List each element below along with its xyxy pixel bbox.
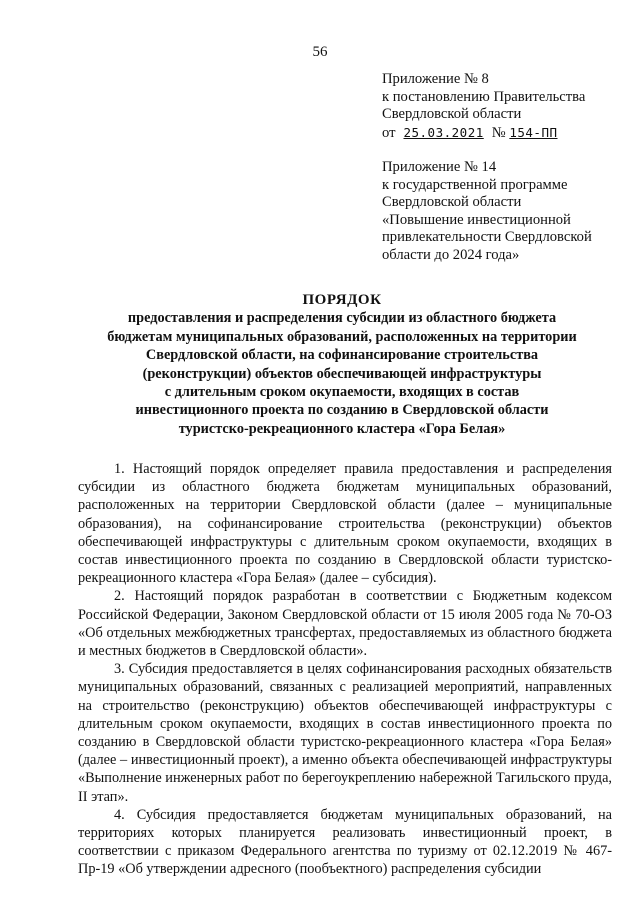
title-line: бюджетам муниципальных образований, расположенных на территории [107,328,577,345]
date-prefix: от [382,124,396,141]
paragraph-4: 4. Субсидия предоставляется бюджетам муниципальных образований, на территориях которых планируется реализовать инвестиционный проект, в соответствии с приказом Федерального агентства по туризму от 02.12.2019 № 467-Пр-19 «Об утверждении адресного (пообъектного) распределения субсидии [78,806,612,878]
annex-line: к постановлению Правительства [382,88,586,105]
resolution-number: 154-ПП [509,124,558,140]
document-title [78,291,606,438]
annex-line: области до 2024 года» [382,246,520,263]
annex-line: Свердловской области [382,194,522,210]
annex-8-header [382,71,618,142]
annex-line: к государственной программе [382,176,568,193]
title-line: предоставления и распределения субсидии из областного бюджета [127,310,557,327]
title-line: (реконструкции) объектов обеспечивающей инфраструктуры [142,365,542,382]
paragraph-1: 1. Настоящий порядок определяет правила предоставления и распределения субсидии из областного бюджета бюджетам муниципальных образований, расположенных на территории Свердловской области (далее – муниципальные образования), на софинансирование строительства (реконструкции) объектов обеспечивающей инфраструктуры с длительным сроком окупаемости, входящих в состав инвестиционного проекта по созданию в Свердловской области туристско-рекреационного кластера «Гора Белая» (далее – субсидия). [78,461,612,587]
title-line: туристско-рекреационного кластера «Гора Белая» [178,420,506,437]
number-prefix: № [491,124,506,141]
annex-line: Приложение № 8 [382,71,489,87]
annex-date-line [382,124,618,143]
paragraph-2: 2. Настоящий порядок разработан в соответствии с Бюджетным кодексом Российской Федерации, Законом Свердловской области от 15 июля 2005 года № 70-ОЗ «Об отдельных межбюджетных трансфертах, предоставляемых из областного бюджета и местных бюджетов в Свердловской области». [78,588,612,660]
resolution-date: 25.03.2021 [403,124,484,140]
annex-line: «Повышение инвестиционной [382,211,571,228]
annex-line: привлекательности Свердловской [382,229,592,245]
title-line: Свердловской области, на софинансирование строительства [145,347,539,364]
page-number: 56 [312,44,328,60]
document-body [78,460,612,879]
title-line: с длительным сроком окупаемости, входящих в состав [164,384,520,401]
annex-14-header [382,159,618,264]
annex-line: Приложение № 14 [382,159,497,175]
title-main: ПОРЯДОК [302,292,382,308]
paragraph-3: 3. Субсидия предоставляется в целях софинансирования расходных обязательств муниципальных образований, связанных с реализацией мероприятий, направленных на строительство (реконструкцию) объектов обеспечивающей инфраструктуры с длительным сроком окупаемости, входящих в состав инвестиционного проекта по созданию в Свердловской области туристско-рекреационного кластера «Гора Белая» (далее – инвестиционный проект), а именно объекта обеспечивающей инфраструктуры «Выполнение инженерных работ по берегоукреплению набережной Тагильского пруда, II этап». [78,661,612,805]
annex-line: Свердловской области [382,106,522,122]
title-line: инвестиционного проекта по созданию в Свердловской области [135,402,549,419]
